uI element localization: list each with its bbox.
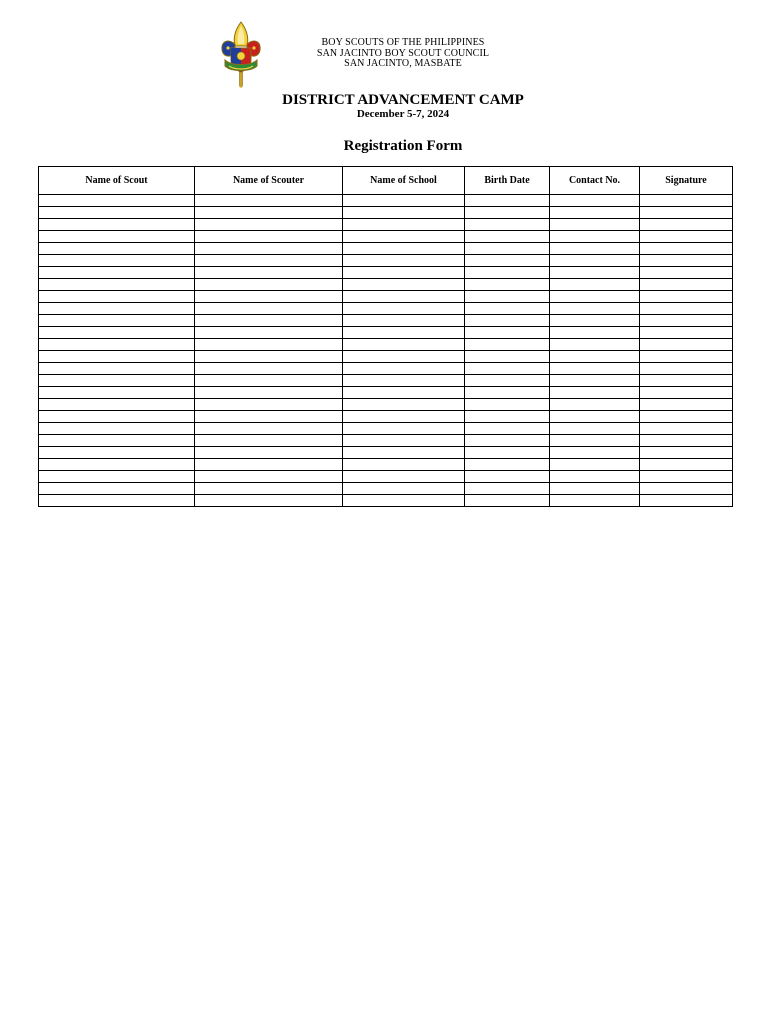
blank-cell (39, 495, 195, 507)
table-header-row (39, 167, 733, 195)
blank-cell (550, 243, 640, 255)
column-header-name-of-scouter: Name of Scouter (195, 167, 343, 195)
blank-cell (640, 411, 733, 423)
blank-cell (39, 231, 195, 243)
blank-cell (640, 243, 733, 255)
blank-cell (343, 351, 465, 363)
blank-cell (39, 387, 195, 399)
blank-cell (343, 459, 465, 471)
blank-cell (39, 255, 195, 267)
column-header-name-of-school: Name of School (343, 167, 465, 195)
blank-cell (550, 339, 640, 351)
blank-cell (343, 399, 465, 411)
blank-cell (39, 339, 195, 351)
blank-cell (195, 267, 343, 279)
blank-cell (195, 327, 343, 339)
blank-cell (195, 291, 343, 303)
table-row (39, 435, 733, 447)
blank-cell (465, 435, 550, 447)
blank-cell (39, 267, 195, 279)
blank-cell (343, 375, 465, 387)
form-title: Registration Form (343, 138, 463, 154)
blank-cell (465, 387, 550, 399)
blank-cell (465, 423, 550, 435)
blank-cell (343, 207, 465, 219)
blank-cell (550, 471, 640, 483)
blank-cell (39, 399, 195, 411)
blank-cell (39, 303, 195, 315)
blank-cell (640, 255, 733, 267)
table-row (39, 447, 733, 459)
blank-cell (640, 471, 733, 483)
table-row (39, 243, 733, 255)
blank-cell (343, 447, 465, 459)
blank-cell (39, 291, 195, 303)
blank-cell (465, 471, 550, 483)
blank-cell (640, 231, 733, 243)
blank-cell (343, 219, 465, 231)
organization-header (283, 38, 523, 70)
table-row (39, 219, 733, 231)
blank-cell (550, 207, 640, 219)
table-row (39, 339, 733, 351)
table-row (39, 363, 733, 375)
blank-cell (465, 279, 550, 291)
blank-cell (550, 495, 640, 507)
blank-cell (343, 471, 465, 483)
table-row (39, 471, 733, 483)
blank-cell (343, 195, 465, 207)
blank-cell (39, 219, 195, 231)
blank-cell (195, 315, 343, 327)
blank-cell (39, 459, 195, 471)
table-row (39, 303, 733, 315)
blank-cell (195, 459, 343, 471)
blank-cell (195, 423, 343, 435)
blank-cell (550, 315, 640, 327)
blank-cell (465, 207, 550, 219)
blank-cell (195, 495, 343, 507)
blank-cell (465, 351, 550, 363)
blank-cell (343, 303, 465, 315)
blank-cell (550, 303, 640, 315)
blank-cell (465, 267, 550, 279)
blank-cell (39, 447, 195, 459)
blank-cell (39, 351, 195, 363)
table-row (39, 291, 733, 303)
blank-cell (39, 363, 195, 375)
blank-cell (465, 243, 550, 255)
blank-cell (195, 279, 343, 291)
blank-cell (640, 291, 733, 303)
blank-cell (550, 447, 640, 459)
blank-cell (195, 195, 343, 207)
blank-cell (39, 279, 195, 291)
blank-cell (465, 363, 550, 375)
blank-cell (640, 435, 733, 447)
blank-cell (465, 315, 550, 327)
table-row (39, 231, 733, 243)
table-row (39, 423, 733, 435)
blank-cell (343, 387, 465, 399)
table-row (39, 387, 733, 399)
blank-cell (550, 279, 640, 291)
blank-cell (195, 411, 343, 423)
blank-cell (640, 447, 733, 459)
blank-cell (39, 315, 195, 327)
table-row (39, 279, 733, 291)
blank-cell (550, 387, 640, 399)
blank-cell (39, 471, 195, 483)
table-row (39, 411, 733, 423)
blank-cell (343, 495, 465, 507)
blank-cell (550, 411, 640, 423)
blank-cell (550, 459, 640, 471)
blank-cell (640, 387, 733, 399)
table-row (39, 459, 733, 471)
blank-cell (465, 327, 550, 339)
table-row (39, 495, 733, 507)
blank-cell (465, 219, 550, 231)
blank-cell (195, 447, 343, 459)
blank-cell (343, 435, 465, 447)
blank-cell (550, 483, 640, 495)
blank-cell (550, 255, 640, 267)
table-row (39, 195, 733, 207)
blank-cell (39, 483, 195, 495)
table-row (39, 255, 733, 267)
blank-cell (640, 303, 733, 315)
blank-cell (39, 423, 195, 435)
blank-cell (195, 471, 343, 483)
council-name: SAN JACINTO BOY SCOUT COUNCIL (316, 47, 490, 59)
column-header-name-of-scout: Name of Scout (39, 167, 195, 195)
blank-cell (640, 423, 733, 435)
blank-cell (195, 351, 343, 363)
blank-cell (195, 219, 343, 231)
blank-cell (550, 195, 640, 207)
blank-cell (640, 363, 733, 375)
blank-cell (343, 327, 465, 339)
blank-cell (343, 339, 465, 351)
registration-table-body (39, 195, 733, 507)
blank-cell (640, 267, 733, 279)
blank-cell (465, 495, 550, 507)
table-row (39, 267, 733, 279)
blank-cell (39, 195, 195, 207)
blank-cell (465, 195, 550, 207)
boy-scouts-fleur-de-lis-emblem-icon (219, 20, 263, 88)
blank-cell (640, 195, 733, 207)
blank-cell (195, 363, 343, 375)
table-row (39, 315, 733, 327)
table-row (39, 399, 733, 411)
registration-table (38, 166, 733, 507)
blank-cell (550, 435, 640, 447)
blank-cell (640, 459, 733, 471)
blank-cell (343, 291, 465, 303)
blank-cell (343, 315, 465, 327)
blank-cell (343, 255, 465, 267)
blank-cell (550, 423, 640, 435)
blank-cell (465, 291, 550, 303)
blank-cell (640, 483, 733, 495)
blank-cell (195, 387, 343, 399)
blank-cell (640, 351, 733, 363)
blank-cell (465, 303, 550, 315)
table-row (39, 351, 733, 363)
blank-cell (343, 279, 465, 291)
blank-cell (465, 483, 550, 495)
blank-cell (39, 207, 195, 219)
blank-cell (465, 447, 550, 459)
blank-cell (465, 459, 550, 471)
blank-cell (640, 399, 733, 411)
blank-cell (39, 243, 195, 255)
column-header-birth-date: Birth Date (465, 167, 550, 195)
blank-cell (195, 255, 343, 267)
blank-cell (550, 231, 640, 243)
blank-cell (343, 231, 465, 243)
blank-cell (343, 423, 465, 435)
table-row (39, 483, 733, 495)
blank-cell (39, 435, 195, 447)
blank-cell (465, 339, 550, 351)
blank-cell (465, 411, 550, 423)
blank-cell (195, 303, 343, 315)
blank-cell (640, 327, 733, 339)
blank-cell (343, 483, 465, 495)
blank-cell (640, 279, 733, 291)
blank-cell (550, 363, 640, 375)
blank-cell (640, 339, 733, 351)
blank-cell (550, 375, 640, 387)
blank-cell (550, 291, 640, 303)
blank-cell (640, 207, 733, 219)
blank-cell (465, 399, 550, 411)
blank-cell (550, 219, 640, 231)
table-row (39, 375, 733, 387)
blank-cell (465, 375, 550, 387)
table-row (39, 327, 733, 339)
org-name: BOY SCOUTS OF THE PHILIPPINES (321, 37, 485, 48)
column-header-signature: Signature (640, 167, 733, 195)
blank-cell (343, 363, 465, 375)
blank-cell (343, 243, 465, 255)
blank-cell (195, 399, 343, 411)
event-title: DISTRICT ADVANCEMENT CAMP (282, 92, 524, 108)
blank-cell (39, 375, 195, 387)
blank-cell (640, 495, 733, 507)
blank-cell (550, 327, 640, 339)
event-date: December 5-7, 2024 (356, 108, 450, 120)
blank-cell (550, 399, 640, 411)
blank-cell (640, 219, 733, 231)
blank-cell (195, 231, 343, 243)
blank-cell (343, 267, 465, 279)
council-location: SAN JACINTO, MASBATE (344, 58, 462, 69)
blank-cell (640, 315, 733, 327)
table-row (39, 207, 733, 219)
blank-cell (465, 255, 550, 267)
column-header-contact-no: Contact No. (550, 167, 640, 195)
blank-cell (465, 231, 550, 243)
blank-cell (39, 411, 195, 423)
blank-cell (550, 351, 640, 363)
blank-cell (550, 267, 640, 279)
blank-cell (343, 411, 465, 423)
blank-cell (195, 207, 343, 219)
blank-cell (195, 483, 343, 495)
blank-cell (39, 327, 195, 339)
blank-cell (640, 375, 733, 387)
blank-cell (195, 339, 343, 351)
blank-cell (195, 243, 343, 255)
blank-cell (195, 435, 343, 447)
blank-cell (195, 375, 343, 387)
